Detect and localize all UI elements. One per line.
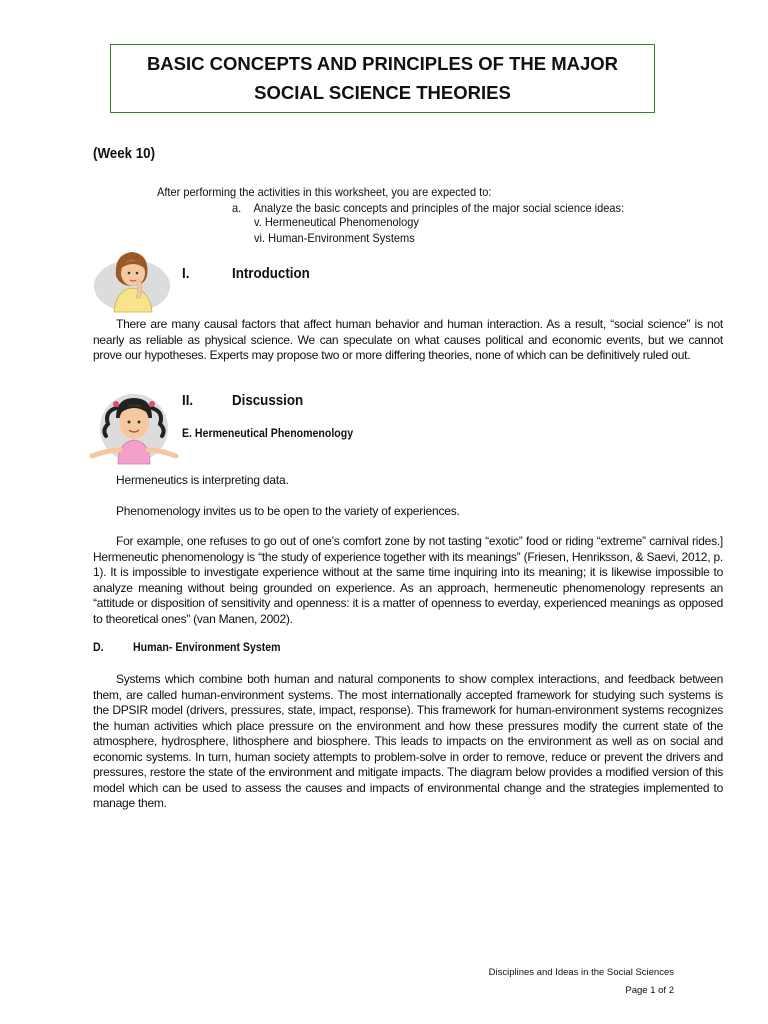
objective-a	[232, 200, 624, 216]
objective-a-marker: a.	[232, 201, 242, 215]
objectives-intro: After performing the activities in this worksheet, you are expected to:	[157, 185, 492, 199]
hermeneutic-paragraph: For example, one refuses to go out of one’s comfort zone by not tasting “exotic” food or riding “extreme” carnival rides.] Hermeneutic phenomenology is “the study of experience together with its meanings” (Friesen, Henriksson, & Saevi, 2012, p. 1). It is impossible to investigate experience without at the same time inquiring into its meaning; it is likewise impossible to analyze meaning without being grounded on experience. As an approach, hermeneutic phenomenology represents an “attitude or disposition of sensitivity and openness: it is a matter of openness to everday, experienced meanings as opposed to theoretical ones” (van Manen, 2002).	[93, 534, 723, 626]
subsection-e-title: E. Hermeneutical Phenomenology	[182, 428, 354, 440]
section-2-title: Discussion	[232, 393, 304, 409]
subsection-d-marker: D.	[93, 642, 104, 654]
section-1-numeral: I.	[182, 266, 190, 282]
title-line-2: SOCIAL SCIENCE THEORIES	[254, 82, 511, 103]
girl-with-braids-illustration	[88, 390, 180, 466]
title-box	[110, 44, 655, 113]
footer-page-number: Page 1 of 2	[625, 985, 674, 996]
hermeneutics-line: Hermeneutics is interpreting data.	[116, 473, 289, 487]
objective-a-text: Analyze the basic concepts and principles of the major social science ideas:	[253, 201, 625, 215]
girl-thinking-illustration	[92, 246, 172, 314]
introduction-paragraph: There are many causal factors that affect human behavior and human interaction. As a result, “social science” is not nearly as reliable as physical science. We can speculate on what causes political and economic events, but we cannot prove our hypotheses. Experts may propose two or more differing theories, none of which can be definitively ruled out.	[93, 317, 723, 362]
human-environment-paragraph: Systems which combine both human and natural components to show complex interactions, and feedback between them, are called human-environment systems. The most internationally accepted framework for studying such systems is the DPSIR model (drivers, pressures, state, impact, response). This framework for human-environment systems recognizes the human activities which place pressure on the environment and how these pressures modify the current state of the atmosphere, hydrosphere, lithosphere and biosphere. This leads to impacts on the environment as well as on social and economic systems. In turn, human society attempts to problem-solve in order to remove, reduce or prevent the drivers and pressures, restore the state of the environment and mitigate impacts. The diagram below provides a modified version of this model which can be used to assess the causes and impacts of environmental change and the strategies implemented to manage them.	[93, 672, 723, 810]
subsection-d-title: Human- Environment System	[133, 642, 281, 654]
section-1-title: Introduction	[232, 266, 310, 282]
week-label: (Week 10)	[93, 146, 156, 162]
footer-course: Disciplines and Ideas in the Social Sciences	[488, 967, 674, 978]
phenomenology-line: Phenomenology invites us to be open to the variety of experiences.	[116, 504, 460, 518]
title-line-1: BASIC CONCEPTS AND PRINCIPLES OF THE MAJOR	[146, 53, 619, 74]
objective-vi: vi. Human-Environment Systems	[254, 231, 415, 245]
objective-v: v. Hermeneutical Phenomenology	[254, 215, 419, 229]
section-2-numeral: II.	[182, 393, 194, 409]
